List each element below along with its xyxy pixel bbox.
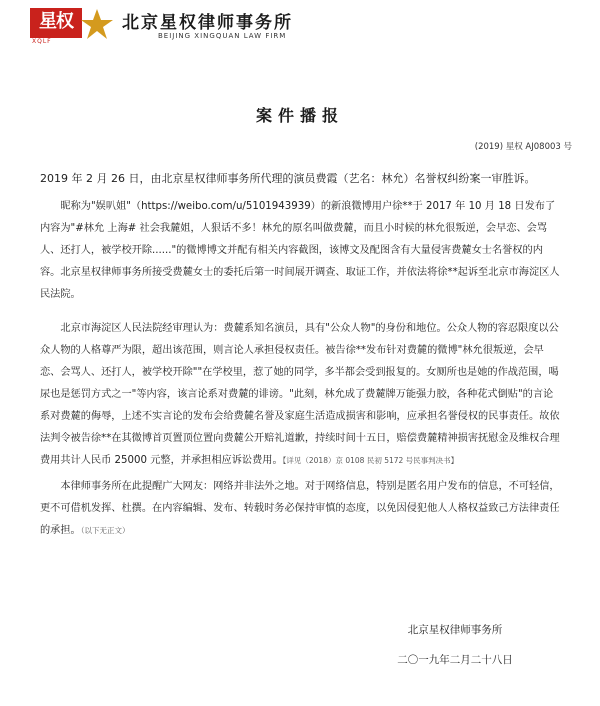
paragraph-ruling — [40, 318, 560, 472]
signature-block — [380, 620, 530, 670]
firm-logo: 星权 — [30, 8, 82, 38]
page-title: 案件播报 — [255, 106, 344, 125]
paragraph-summary: 2019 年 2 月 26 日，由北京星权律师事务所代理的演员费霞（艺名：林允）名誉权纠纷案一审胜诉。 — [40, 172, 536, 185]
paragraph-reminder — [40, 476, 560, 542]
firm-logo-sub: XQLF — [32, 38, 52, 45]
signature-firm: 北京星权律师事务所 — [407, 624, 503, 636]
reminder-text: 本律师事务所在此提醒广大网友：网络并非法外之地。对于网络信息，特别是匿名用户发布的信息，不可轻信，更不可借机发挥、杜撰。在内容编辑、发布、转载时务必保持审慎的态度，以免因侵犯他人人格权益致己方法律责任的承担。 — [40, 481, 560, 536]
paragraph-background: 昵称为"娱叭姐"（https://weibo.com/u/5101943939）的新浪微博用户徐**于 2017 年 10 月 18 日发布了内容为"#林允 上海# 社会我麓姐，人狠话不多！林允的原名叫做费麓，而且小时候的林允很叛逆，会早恋、会骂人、还打人，被学校开除......"的微博博文并配有相关内容截图，该博文及配图含有大量侵害费麓女士名誉权的内容。北京星权律师事务所接受费麓女士的委托后第一时间展开调查、取证工作，并依法将徐**起诉至北京市海淀区人民法院。 — [40, 201, 560, 300]
case-number: (2019) 星权 AJ08003 号 — [474, 142, 572, 152]
ruling-text: 北京市海淀区人民法院经审理认为：费麓系知名演员，具有"公众人物"的身份和地位。公众人物的容忍限度以公众人物的人格尊严为限，超出该范围，则言论人承担侵权责任。被告徐**发布针对费麓的微博"林允很叛逆，会早恋、会骂人、还打人，被学校开除""在学校里，惹了她的同学，多半都会受到报复的。女厕所也是她的作战范围，喝尿也是惩罚方式之一"等内容，该言论系对费麓的诽谤。"此刻，林允成了费麓牌万能强力胶，各种花式倒贴"的言论系对费麓的侮辱，上述不实言论的发布会给费麓名誉及家庭生活造成损害和影响，应承担名誉侵权的民事责任。故依法判令被告徐**在其微博首页置顶位置向费麓公开赔礼道歉，持续时间十五日，赔偿费麓精神损害抚慰金及维权合理费用共计人民币 25000 元整，并承担相应诉讼费用。 — [40, 323, 560, 466]
end-note: （以下无正文） — [80, 526, 130, 535]
ruling-reference: 【详见（2018）京 0108 民初 5172 号民事判决书】 — [282, 456, 459, 465]
firm-name-cn: 北京星权律师事务所 — [122, 13, 293, 33]
firm-name-en: BEIJING XINGQUAN LAW FIRM — [158, 32, 287, 40]
star-icon — [80, 8, 114, 42]
signature-date: 二〇一九年二月二十八日 — [397, 654, 513, 666]
document-body — [40, 168, 560, 542]
letterhead — [30, 6, 590, 46]
